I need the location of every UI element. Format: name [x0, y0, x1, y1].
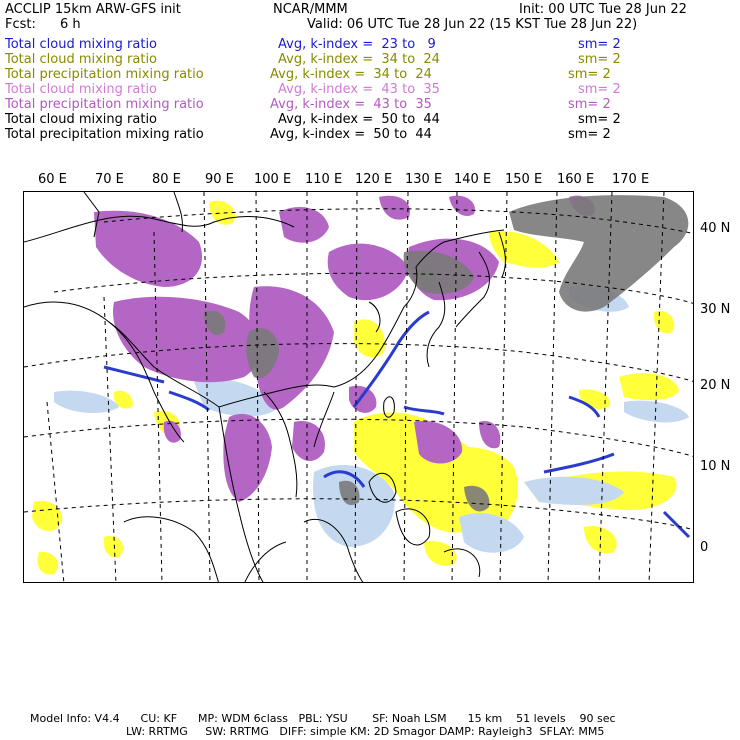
lat-label: 0 — [700, 540, 709, 555]
legend-avg: Avg, k-index = 23 to 9 — [278, 37, 436, 52]
lon-label: 140 E — [454, 172, 492, 187]
legend-avg: Avg, k-index = 43 to 35 — [278, 82, 440, 97]
legend-sm: sm= 2 — [568, 127, 611, 142]
legend-field-name: Total precipitation mixing ratio — [5, 97, 204, 112]
legend-avg: Avg, k-index = 43 to 35 — [270, 97, 432, 112]
model-info-line-1: Model Info: V4.4 CU: KF MP: WDM 6class PBL: YSU SF: Noah LSM 15 km 51 levels 90 sec — [30, 712, 616, 725]
lon-label: 70 E — [95, 172, 124, 187]
map-canvas — [24, 192, 694, 583]
valid-time: Valid: 06 UTC Tue 28 Jun 22 (15 KST Tue 28 Jun 22) — [307, 17, 638, 32]
legend-field-name: Total precipitation mixing ratio — [5, 127, 204, 142]
init-time: Init: 00 UTC Tue 28 Jun 22 — [519, 2, 687, 17]
legend-sm: sm= 2 — [578, 37, 621, 52]
lon-label: 150 E — [505, 172, 543, 187]
legend-avg: Avg, k-index = 34 to 24 — [278, 52, 440, 67]
legend-row — [5, 112, 735, 127]
lat-label: 30 N — [700, 302, 731, 317]
legend-row — [5, 52, 735, 67]
lon-label: 160 E — [557, 172, 595, 187]
header-row-2 — [5, 17, 735, 32]
legend-field-name: Total cloud mixing ratio — [5, 37, 158, 52]
legend-sm: sm= 2 — [568, 97, 611, 112]
legend-avg: Avg, k-index = 34 to 24 — [270, 67, 432, 82]
lon-label: 110 E — [305, 172, 343, 187]
legend-sm: sm= 2 — [578, 52, 621, 67]
legend-avg: Avg, k-index = 50 to 44 — [270, 127, 432, 142]
legend-avg: Avg, k-index = 50 to 44 — [278, 112, 440, 127]
legend-row — [5, 67, 735, 82]
legend-sm: sm= 2 — [568, 67, 611, 82]
legend-field-name: Total cloud mixing ratio — [5, 82, 158, 97]
legend-row — [5, 127, 735, 142]
fcst-value: 6 h — [60, 17, 81, 32]
fcst-label: Fcst: — [5, 17, 36, 32]
lat-label: 20 N — [700, 378, 731, 393]
legend-sm: sm= 2 — [578, 82, 621, 97]
legend-sm: sm= 2 — [578, 112, 621, 127]
lon-label: 90 E — [205, 172, 234, 187]
lat-label: 40 N — [700, 221, 731, 236]
legend-field-name: Total precipitation mixing ratio — [5, 67, 204, 82]
header-row-1 — [5, 2, 735, 17]
center-label: NCAR/MMM — [273, 2, 348, 17]
legend-field-name: Total cloud mixing ratio — [5, 52, 158, 67]
lon-label: 130 E — [405, 172, 443, 187]
model-title: ACCLIP 15km ARW-GFS init — [5, 2, 181, 17]
lon-label: 60 E — [38, 172, 67, 187]
lon-label: 80 E — [152, 172, 181, 187]
lon-label: 170 E — [612, 172, 650, 187]
legend-field-name: Total cloud mixing ratio — [5, 112, 158, 127]
legend-row — [5, 97, 735, 112]
legend-row — [5, 37, 735, 52]
map-panel — [23, 191, 694, 583]
lat-label: 10 N — [700, 459, 731, 474]
legend-row — [5, 82, 735, 97]
model-info-line-2: LW: RRTMG SW: RRTMG DIFF: simple KM: 2D Smagor DAMP: Rayleigh3 SFLAY: MM5 — [126, 725, 605, 738]
lon-label: 120 E — [355, 172, 393, 187]
lon-label: 100 E — [254, 172, 292, 187]
